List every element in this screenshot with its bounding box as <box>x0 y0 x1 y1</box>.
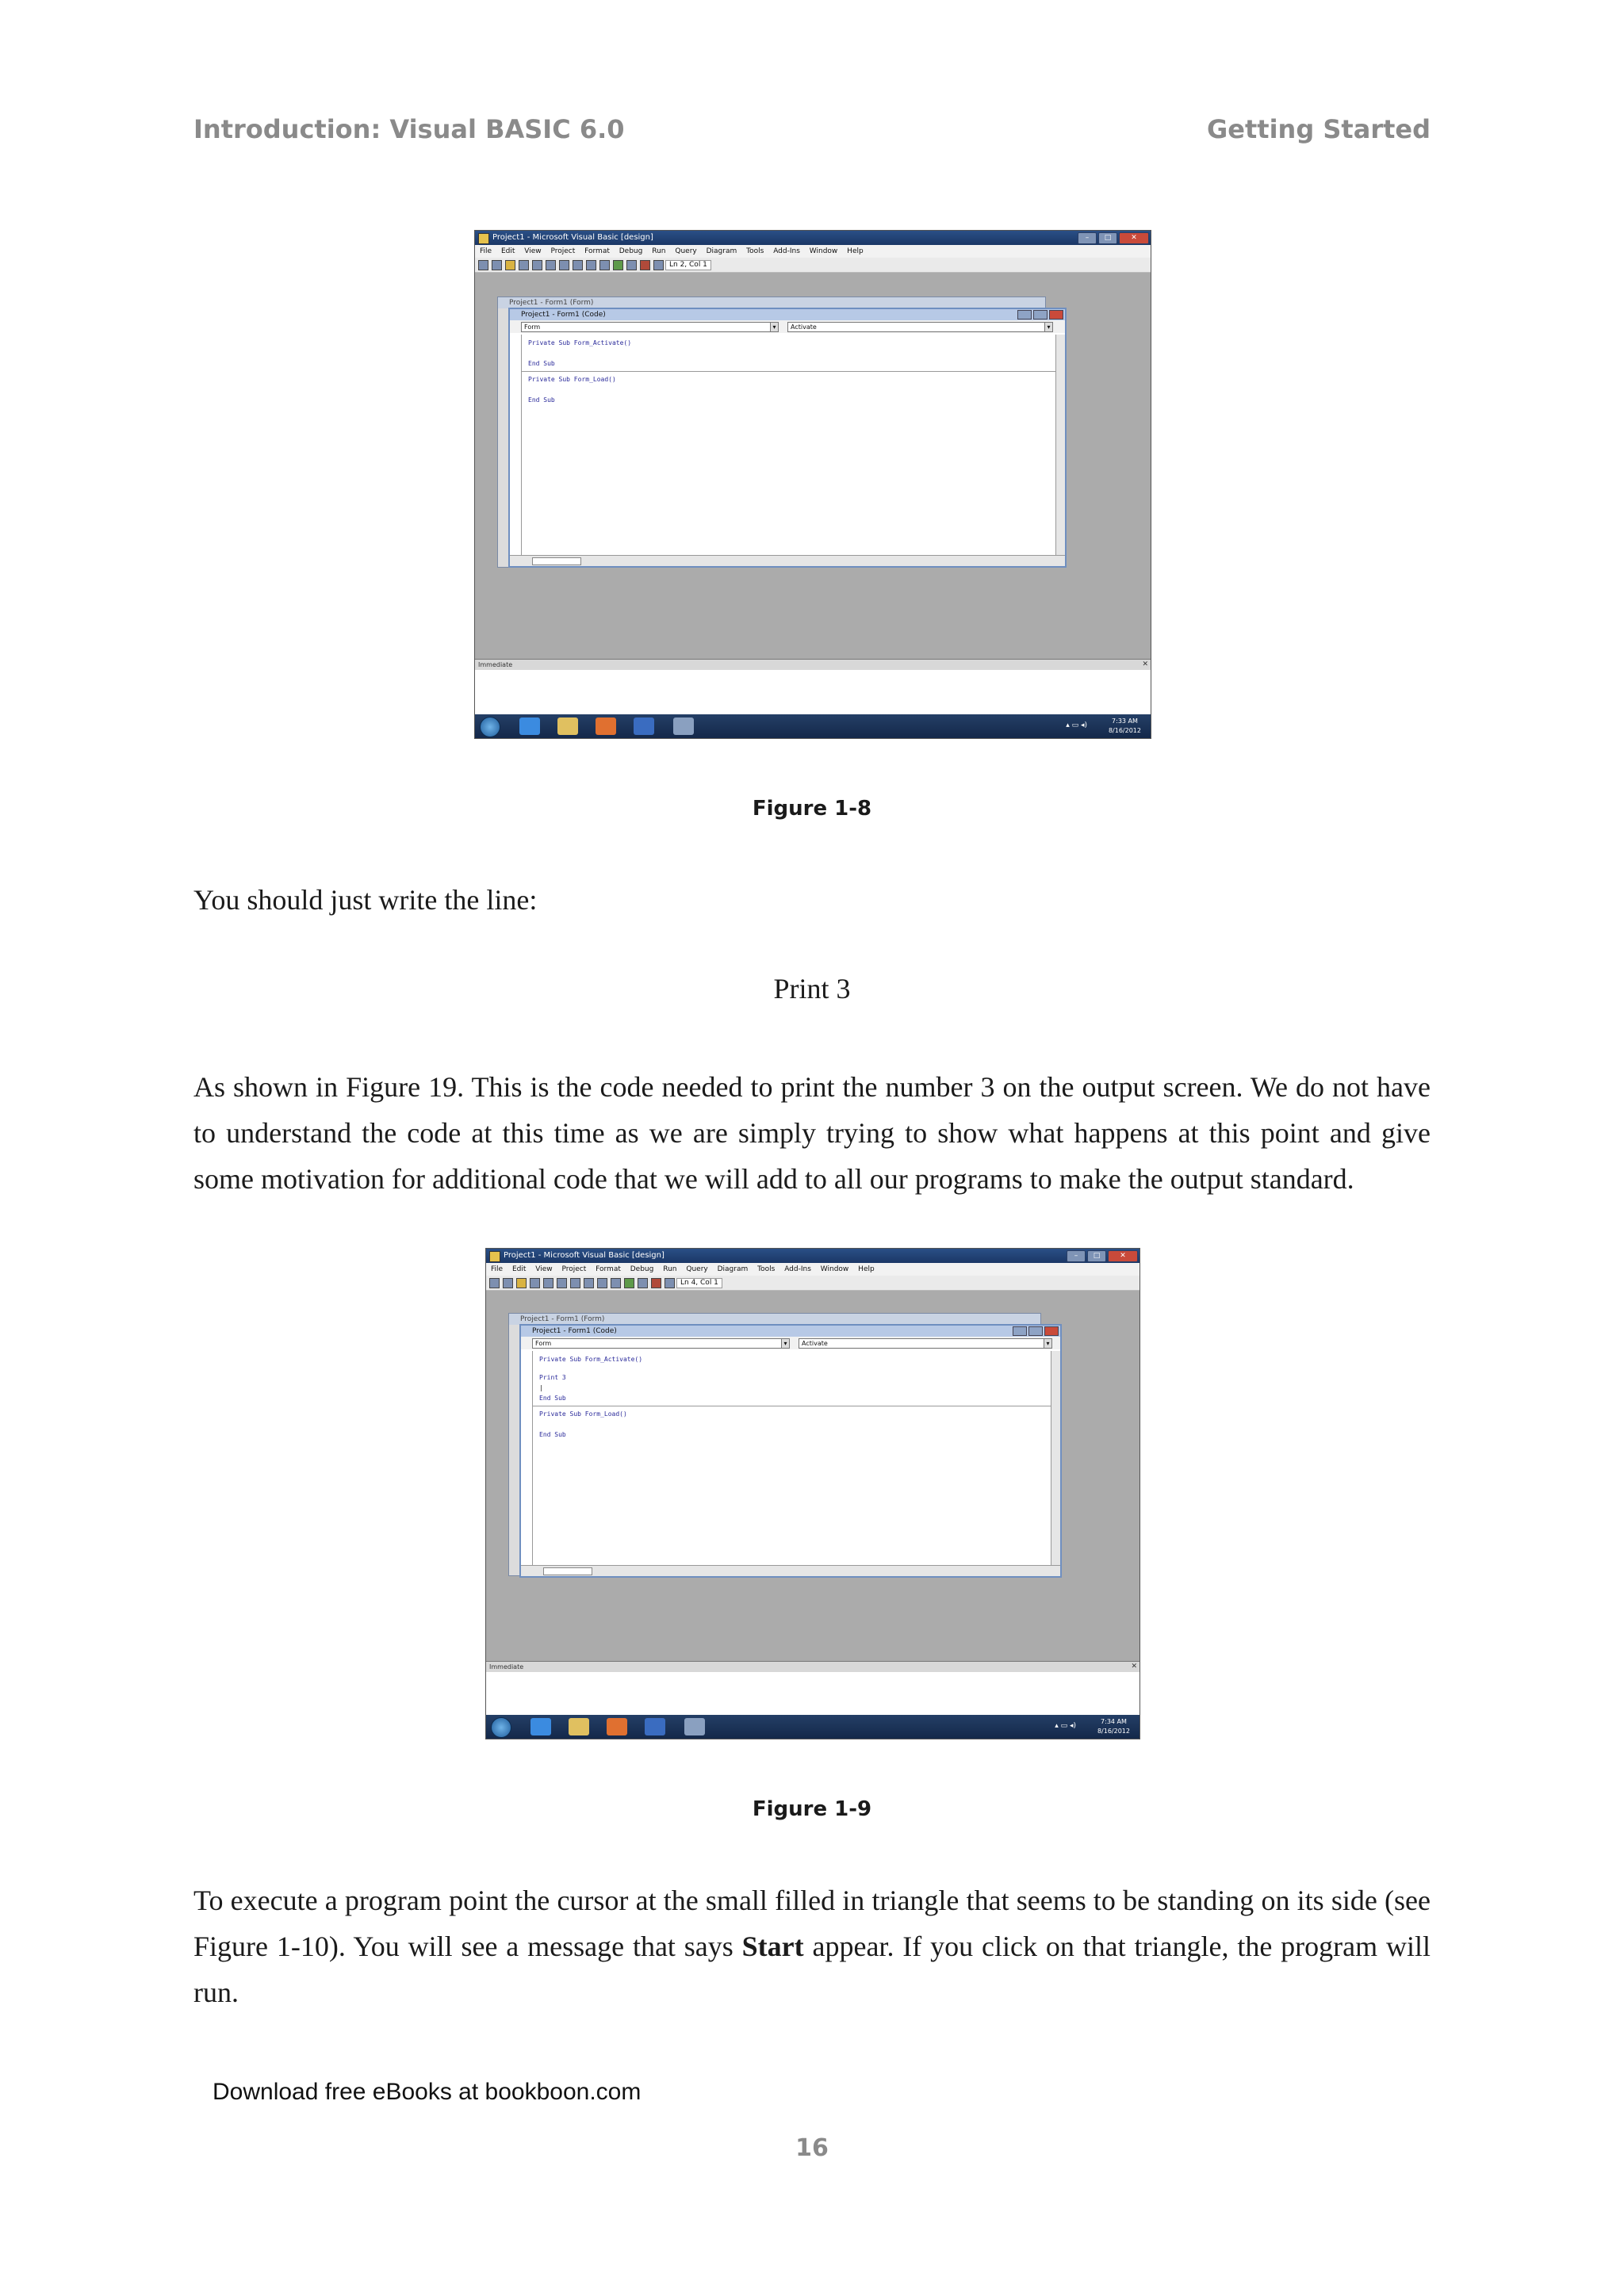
maximize-icon[interactable]: □ <box>1098 232 1117 244</box>
paragraph-text: To execute a program point the cursor at the small filled in triangle that seems to be standing on its side (see Figure 1-10). You will see a message that says <box>193 1885 1431 1962</box>
code-editor[interactable] <box>521 335 1055 555</box>
procedure-separator <box>522 371 1055 372</box>
find-icon[interactable] <box>573 260 583 270</box>
menu-debug[interactable]: Debug <box>630 1265 654 1273</box>
ie-icon[interactable] <box>530 1718 551 1735</box>
menu-tools[interactable]: Tools <box>746 247 764 255</box>
start-button[interactable] <box>480 717 500 737</box>
menu-view[interactable]: View <box>535 1265 553 1273</box>
vb-taskbar-icon[interactable] <box>673 718 694 735</box>
tray-icons: ▴ ▭ ◂) <box>1066 721 1087 729</box>
menu-view[interactable]: View <box>524 247 542 255</box>
add-project-icon[interactable] <box>489 1278 500 1288</box>
code-line: End Sub <box>528 360 555 367</box>
paragraph: You should just write the line: <box>193 884 538 916</box>
minimize-icon[interactable] <box>1013 1326 1027 1336</box>
copy-icon[interactable] <box>546 260 556 270</box>
menu-add-ins[interactable]: Add-Ins <box>784 1265 811 1273</box>
paste-icon[interactable] <box>559 260 569 270</box>
immediate-window[interactable] <box>475 659 1151 715</box>
undo-icon[interactable] <box>586 260 596 270</box>
system-clock <box>1097 1717 1130 1736</box>
figure-1-8-screenshot <box>474 230 1151 739</box>
cursor-position: Ln 4, Col 1 <box>676 1278 722 1288</box>
code-line: Private Sub Form_Activate() <box>528 339 632 346</box>
close-icon[interactable]: ✕ <box>1108 1250 1138 1262</box>
word-icon[interactable] <box>634 718 654 735</box>
add-project-icon[interactable] <box>478 260 488 270</box>
code-line: Print 3 <box>539 1374 566 1381</box>
vb-title-bar <box>486 1249 1139 1263</box>
cursor-position: Ln 2, Col 1 <box>665 260 711 270</box>
object-combo[interactable]: Form ▾ <box>521 322 779 332</box>
code-line: Private Sub Form_Load() <box>539 1410 627 1418</box>
mdi-area <box>475 273 1151 645</box>
open-icon[interactable] <box>516 1278 527 1288</box>
menu-diagram[interactable]: Diagram <box>706 247 737 255</box>
maximize-icon[interactable] <box>1028 1326 1043 1336</box>
code-window[interactable] <box>519 1324 1062 1578</box>
immediate-window[interactable] <box>486 1661 1139 1716</box>
clock-time: 7:33 AM <box>1112 718 1138 725</box>
vb-menu-bar <box>475 245 1151 258</box>
explorer-icon[interactable] <box>569 1718 589 1735</box>
figure-1-9-screenshot <box>485 1248 1140 1739</box>
clock-time: 7:34 AM <box>1101 1718 1127 1725</box>
cut-icon[interactable] <box>543 1278 553 1288</box>
vertical-scrollbar[interactable] <box>1055 335 1065 555</box>
clock-date: 8/16/2012 <box>1108 727 1141 734</box>
menu-file[interactable]: File <box>491 1265 504 1273</box>
menu-diagram[interactable]: Diagram <box>717 1265 749 1273</box>
code-line: Private Sub Form_Activate() <box>539 1356 643 1363</box>
maximize-icon[interactable]: □ <box>1087 1250 1106 1262</box>
figure-caption: Figure 1-9 <box>752 1797 872 1821</box>
menu-window[interactable]: Window <box>809 247 838 255</box>
add-form-icon[interactable] <box>503 1278 513 1288</box>
cut-icon[interactable] <box>532 260 542 270</box>
firefox-icon[interactable] <box>607 1718 627 1735</box>
system-clock <box>1109 717 1141 736</box>
undo-icon[interactable] <box>597 1278 607 1288</box>
menu-edit[interactable]: Edit <box>500 247 515 255</box>
menu-window[interactable]: Window <box>820 1265 849 1273</box>
close-icon[interactable] <box>1049 310 1063 320</box>
word-icon[interactable] <box>645 1718 665 1735</box>
end-icon[interactable] <box>651 1278 661 1288</box>
redo-icon[interactable] <box>599 260 610 270</box>
vb-taskbar-icon[interactable] <box>684 1718 705 1735</box>
end-icon[interactable] <box>640 260 650 270</box>
code-window-title-text: Project1 - Form1 (Code) <box>532 1327 617 1335</box>
code-window-title-text: Project1 - Form1 (Code) <box>521 311 606 319</box>
menu-tools[interactable]: Tools <box>757 1265 776 1273</box>
code-window[interactable] <box>508 308 1067 568</box>
vb-app-icon <box>478 233 489 244</box>
close-icon[interactable]: ✕ <box>1131 1663 1137 1670</box>
horizontal-scrollbar[interactable] <box>510 555 1065 566</box>
paragraph-text: appear. If you click on that triangle, the program will run. <box>193 1931 1431 2008</box>
code-example: Print 3 <box>773 973 851 1004</box>
mdi-area <box>486 1291 1139 1647</box>
procedure-combo[interactable]: Activate ▾ <box>787 322 1053 332</box>
tray-icons: ▴ ▭ ◂) <box>1055 1722 1076 1730</box>
menu-debug[interactable]: Debug <box>619 247 643 255</box>
clock-date: 8/16/2012 <box>1097 1728 1130 1735</box>
immediate-window-title: Immediate <box>478 661 513 668</box>
bookboon-link[interactable]: Download free eBooks at bookboon.com <box>213 2079 642 2105</box>
menu-format[interactable]: Format <box>584 247 610 255</box>
paste-icon[interactable] <box>570 1278 580 1288</box>
code-line: End Sub <box>539 1431 566 1438</box>
close-icon[interactable]: ✕ <box>1119 232 1149 244</box>
window-buttons[interactable] <box>1078 232 1149 243</box>
procedure-combo[interactable]: Activate ▾ <box>799 1338 1052 1349</box>
break-icon[interactable] <box>626 260 637 270</box>
code-window-title <box>521 1326 1060 1337</box>
close-icon[interactable] <box>1044 1326 1059 1336</box>
code-line: End Sub <box>539 1395 566 1402</box>
vb-menu-bar <box>486 1263 1139 1276</box>
paragraph: As shown in Figure 19. This is the code needed to print the number 3 on the output screen. We do not have to understand the code at this time as we are simply trying to show what happens at this point and give some motivation for additional code that we will add to all our programs to make the output standard. <box>193 1071 1431 1195</box>
break-icon[interactable] <box>638 1278 648 1288</box>
figure-caption: Figure 1-8 <box>752 797 872 821</box>
copy-icon[interactable] <box>557 1278 567 1288</box>
find-icon[interactable] <box>584 1278 594 1288</box>
vb-toolbar <box>475 258 1151 273</box>
save-icon[interactable] <box>530 1278 540 1288</box>
start-icon[interactable] <box>624 1278 634 1288</box>
menu-add-ins[interactable]: Add-Ins <box>773 247 800 255</box>
text-cursor: | <box>539 1384 543 1391</box>
redo-icon[interactable] <box>611 1278 621 1288</box>
vertical-scrollbar[interactable] <box>1051 1351 1060 1565</box>
explorer-icon[interactable] <box>557 718 578 735</box>
menu-edit[interactable]: Edit <box>511 1265 527 1273</box>
menu-project[interactable]: Project <box>550 247 576 255</box>
minimize-icon[interactable]: – <box>1078 232 1097 244</box>
menu-query[interactable]: Query <box>686 1265 708 1273</box>
object-combo[interactable]: Form ▾ <box>532 1338 790 1349</box>
menu-query[interactable]: Query <box>675 247 697 255</box>
window-buttons[interactable] <box>1067 1250 1138 1261</box>
menu-format[interactable]: Format <box>596 1265 621 1273</box>
add-form-icon[interactable] <box>492 260 502 270</box>
paragraph <box>193 1877 1431 2015</box>
menu-help[interactable]: Help <box>847 247 864 255</box>
horizontal-scrollbar[interactable] <box>521 1565 1060 1576</box>
close-icon[interactable]: ✕ <box>1142 660 1148 668</box>
open-icon[interactable] <box>505 260 515 270</box>
start-button[interactable] <box>491 1717 511 1738</box>
start-icon[interactable] <box>613 260 623 270</box>
menu-project[interactable]: Project <box>561 1265 587 1273</box>
form-window-title: Project1 - Form1 (Form) <box>498 297 1045 308</box>
code-window-title <box>510 309 1065 320</box>
menu-help[interactable]: Help <box>858 1265 875 1273</box>
windows-taskbar <box>475 714 1151 738</box>
page-number: 16 <box>795 2134 829 2162</box>
running-header-left: Introduction: Visual BASIC 6.0 <box>193 114 625 144</box>
firefox-icon[interactable] <box>596 718 616 735</box>
windows-taskbar <box>486 1715 1139 1739</box>
form-window-title: Project1 - Form1 (Form) <box>509 1314 1040 1325</box>
vb-toolbar <box>486 1276 1139 1291</box>
start-keyword: Start <box>741 1931 804 1962</box>
project-explorer-icon[interactable] <box>665 1278 675 1288</box>
running-header-right: Getting Started <box>1207 114 1431 144</box>
code-editor[interactable] <box>532 1351 1051 1565</box>
save-icon[interactable] <box>519 260 529 270</box>
project-explorer-icon[interactable] <box>653 260 664 270</box>
minimize-icon[interactable] <box>1017 310 1032 320</box>
vb-title-bar <box>475 231 1151 245</box>
vb-window-title: Project1 - Microsoft Visual Basic [design] <box>504 1251 665 1260</box>
maximize-icon[interactable] <box>1033 310 1048 320</box>
code-line: End Sub <box>528 396 555 404</box>
menu-run[interactable]: Run <box>652 247 666 255</box>
minimize-icon[interactable]: – <box>1067 1250 1086 1262</box>
menu-run[interactable]: Run <box>663 1265 677 1273</box>
code-line: Private Sub Form_Load() <box>528 376 616 383</box>
immediate-window-title: Immediate <box>489 1663 524 1670</box>
ie-icon[interactable] <box>519 718 540 735</box>
menu-file[interactable]: File <box>480 247 492 255</box>
vb-window-title: Project1 - Microsoft Visual Basic [design] <box>492 233 653 242</box>
vb-app-icon <box>489 1251 500 1262</box>
